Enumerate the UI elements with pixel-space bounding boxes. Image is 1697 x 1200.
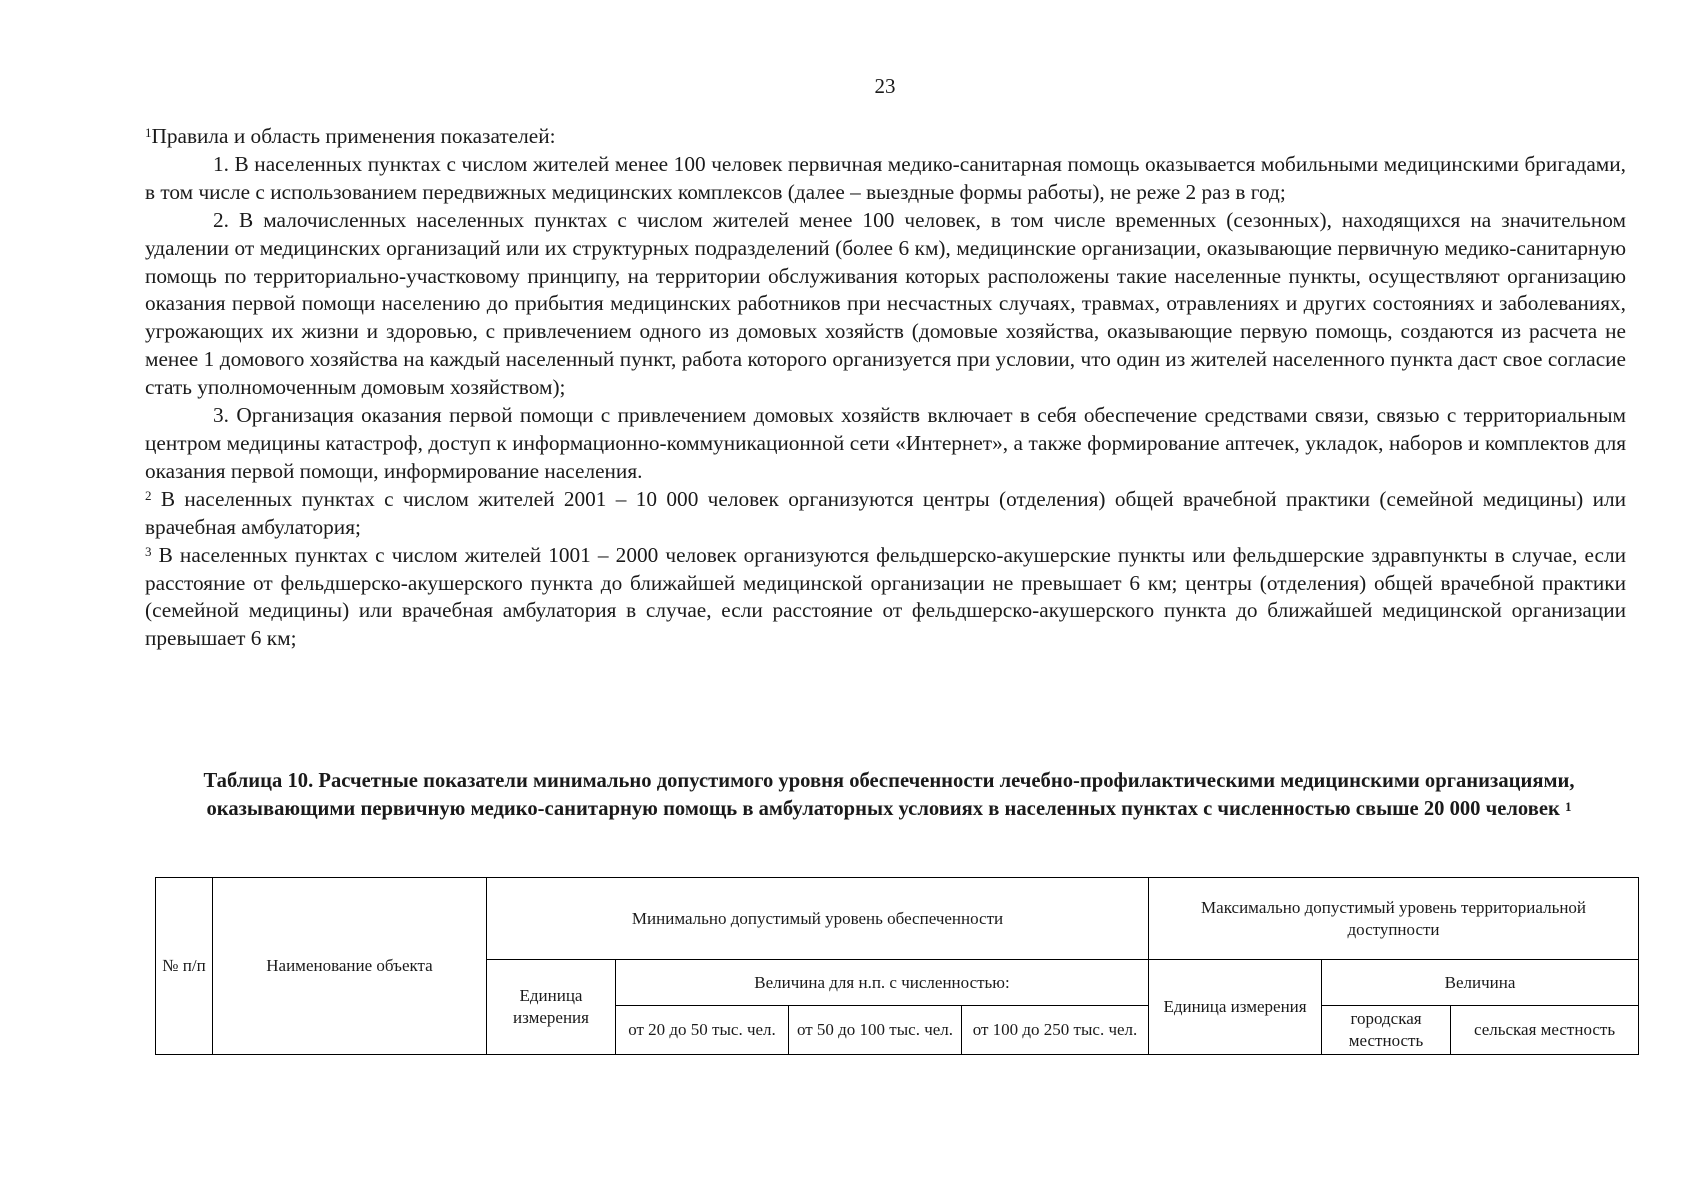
header-object-name: Наименование объекта — [213, 878, 487, 1055]
header-range-20-50: от 20 до 50 тыс. чел. — [616, 1006, 789, 1055]
header-urban: городская местность — [1322, 1006, 1451, 1055]
header-min-value-group: Величина для н.п. с численностью: — [616, 960, 1149, 1006]
header-max-value-group: Величина — [1322, 960, 1639, 1006]
header-min-provision: Минимально допустимый уровень обеспеченности — [487, 878, 1149, 960]
note-2: $^2$ В населенных пунктах с числом жителей 2001 – 10 000 человек организуются центры (отделения) общей врачебной практики (семейной медицины) или врачебная амбулатория; — [145, 486, 1626, 539]
footnote-marker: 2 — [145, 487, 152, 503]
header-min-unit: Единица измерения — [487, 960, 616, 1055]
header-range-50-100: от 50 до 100 тыс. чел. — [789, 1006, 962, 1055]
header-max-unit: Единица измерения — [1149, 960, 1322, 1055]
header-rural: сельская местность — [1451, 1006, 1639, 1055]
note-1-item-2: 2. В малочисленных населенных пунктах с числом жителей менее 100 человек, в том числе временных (сезонных), находящихся на значительном удалении от медицинских организаций или их структурных подразделений (более 6 км), медицинские организации, оказывающие первичную медико-санитарную помощь по территориально-участковому принципу, на территории обслуживания которых расположены такие населенные пункты, осуществляют организацию оказания первой помощи населению до прибытия медицинских работников при несчастных случаях, травмах, отравлениях и других состояниях и заболеваниях, угрожающих их жизни и здоровью, с привлечением одного из домовых хозяйств (домовые хозяйства, оказывающие первую помощь, создаются из расчета не менее 1 домового хозяйства на каждый населенный пункт, работа которого организуется при условии, что один из жителей населенного пункта даст свое согласие стать уполномоченным домовым хозяйством); — [145, 207, 1626, 400]
note-3: $^3$ В населенных пунктах с числом жителей 1001 – 2000 человек организуются фельдшерско-акушерские пункты или фельдшерские здравпункты в случае, если расстояние от фельдшерско-акушерского пункта до ближайшей медицинской организации не превышает 6 км; центры (отделения) общей врачебной практики (семейной медицины) или врачебная амбулатория в случае, если расстояние от фельдшерско-акушерского пункта до ближайшей медицинской организации превышает 6 км; — [145, 542, 1626, 651]
footnote-marker: 1 — [1564, 798, 1572, 814]
header-max-accessibility: Максимально допустимый уровень территориальной доступности — [1149, 878, 1639, 960]
footnote-marker: 3 — [145, 543, 152, 559]
table-title-text: Таблица 10. Расчетные показатели минимально допустимого уровня обеспеченности лечебно-профилактическими медицинскими организациями, оказывающими первичную медико-санитарную помощь в амбулаторных условиях в населенных пунктах с численностью свыше 20 000 человек — [203, 770, 1575, 820]
note-1-item-3: 3. Организация оказания первой помощи с привлечением домовых хозяйств включает в себя обеспечение средствами связи, связью с территориальным центром медицины катастроф, доступ к информационно-коммуникационной сети «Интернет», а также формирование аптечек, укладок, наборов и комплектов для оказания первой помощи, информирование населения. — [145, 403, 1626, 483]
note-1-item-1: 1. В населенных пунктах с числом жителей менее 100 человек первичная медико-санитарная помощь оказывается мобильными медицинскими бригадами, в том числе с использованием передвижных медицинских комплексов (далее – выездные формы работы), не реже 2 раз в год; — [145, 151, 1626, 204]
header-range-100-250: от 100 до 250 тыс. чел. — [962, 1006, 1149, 1055]
footnotes-block — [145, 123, 1626, 653]
footnote-marker: 1 — [145, 125, 152, 140]
note-1-heading: $^1$Правила и область применения показателей: — [145, 124, 556, 148]
table-title — [150, 768, 1628, 823]
page-number: 23 — [874, 74, 896, 98]
table-10 — [155, 877, 1639, 1055]
header-row-number: № п/п — [156, 878, 213, 1055]
